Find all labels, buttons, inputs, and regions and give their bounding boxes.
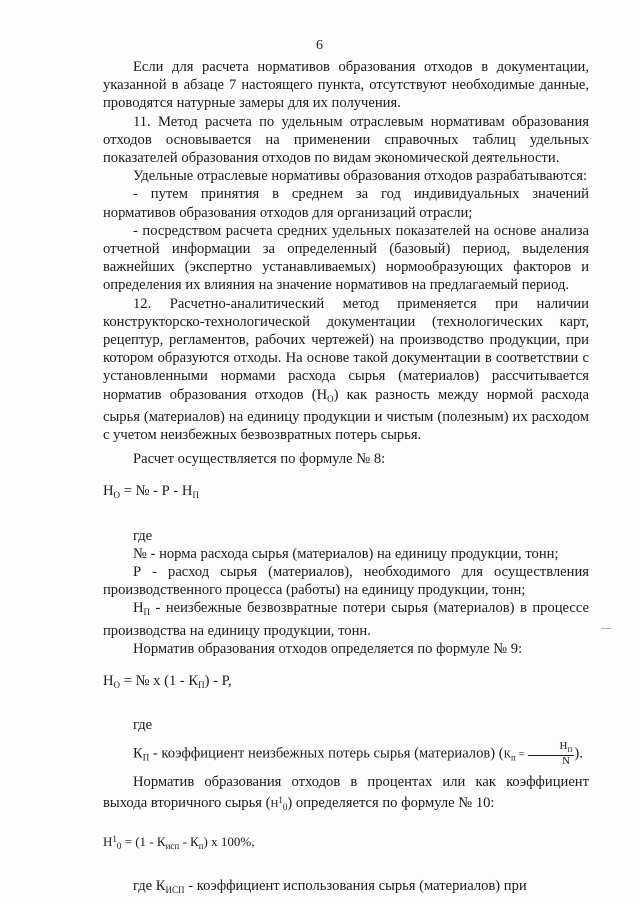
definition-norm: № - норма расхода сырья (материалов) на единицу продукции, тонн; bbox=[133, 545, 559, 562]
paragraph-last: где $К_{ИСП}$ - коэффициент использования сырья (материалов) при bbox=[133, 878, 527, 896]
paragraph-formula-9-intro: Норматив образования отходов определяется по формуле № 9: bbox=[133, 640, 523, 657]
loss-fraction: $\frac{Н_п}{N}$ bbox=[528, 741, 575, 767]
document-body bbox=[103, 58, 589, 899]
definition-loss-coefficient: $К_П$ - коэффициент неизбежных потерь сырья (материалов) ($К_п$ = $\frac{Н_п}{N}$ ). bbox=[133, 739, 583, 767]
paragraph-1: Если для расчета нормативов образования отходов в документации, указанной в абзаце 7 настоящего пункта, отсутствуют необходимые данные, проводятся натурные замеры для их получения. bbox=[103, 59, 589, 112]
scan-mark bbox=[601, 628, 611, 629]
definition-consumption: Р - расход сырья (материалов), необходимого для осуществления производственного процесса (работы) на единицу продукции, тонн; bbox=[103, 564, 589, 599]
paragraph-method-12: 12. Расчетно-аналитический метод применяется при наличии конструкторско-технологической документации (технологических карт, рецептур, регламентов, рабочих чертежей) на производство продукции, при котором образуются отходы. На основе такой документации в соответствии с установленными нормами расхода сырья (материалов) рассчитывается норматив образования отходов $(Н_О)$ как разность между нормой расхода сырья (материалов) на единицу продукции и чистым (полезным) их расходом с учетом неизбежных безвозвратных потерь сырья. bbox=[103, 295, 589, 444]
where-label-1: где bbox=[133, 527, 153, 544]
where-label-2: где bbox=[133, 717, 153, 734]
formula-8: $Н_О$ = № - Р - $Н_П$ bbox=[103, 483, 199, 501]
paragraph-bullet-1: - путем принятия в среднем за год индивидуальных значений нормативов образования отходов для организаций отрасли; bbox=[103, 186, 589, 221]
paragraph-formula-10-intro: Норматив образования отходов в процентах или как коэффициент выхода вторичного сырья $(Н^1_0)$ определяется по формуле № 10: bbox=[103, 773, 589, 812]
paragraph-method-11: 11. Метод расчета по удельным отраслевым нормативам образования отходов основывается на применении справочных таблиц удельных показателей образования отходов по видам экономической деятельности. bbox=[103, 113, 589, 167]
definition-losses: $Н_П$ - неизбежные безвозвратные потери сырья (материалов) в процессе производства на единицу продукции, тонн. bbox=[103, 600, 589, 639]
paragraph-formula-8-intro: Расчет осуществляется по формуле № 8: bbox=[133, 451, 386, 468]
formula-9: $Н_О$ = № x $(1 - К_П)$ - Р, bbox=[103, 673, 232, 691]
paragraph-3: Удельные отраслевые нормативы образования отходов разрабатываются: bbox=[133, 168, 588, 185]
paragraph-bullet-2: - посредством расчета средних удельных показателей на основе анализа отчетной информации за определенный (базовый) период, выделения важнейших (экспертно устанавливаемых) нормообразующих факторов и определения их влияния на значение нормативов на предлагаемый период. bbox=[103, 222, 589, 294]
formula-10: $Н^1_0 = (1 - К_{исп} - К_п)$ x 100%, bbox=[103, 833, 255, 851]
page-number: 6 bbox=[316, 38, 323, 53]
